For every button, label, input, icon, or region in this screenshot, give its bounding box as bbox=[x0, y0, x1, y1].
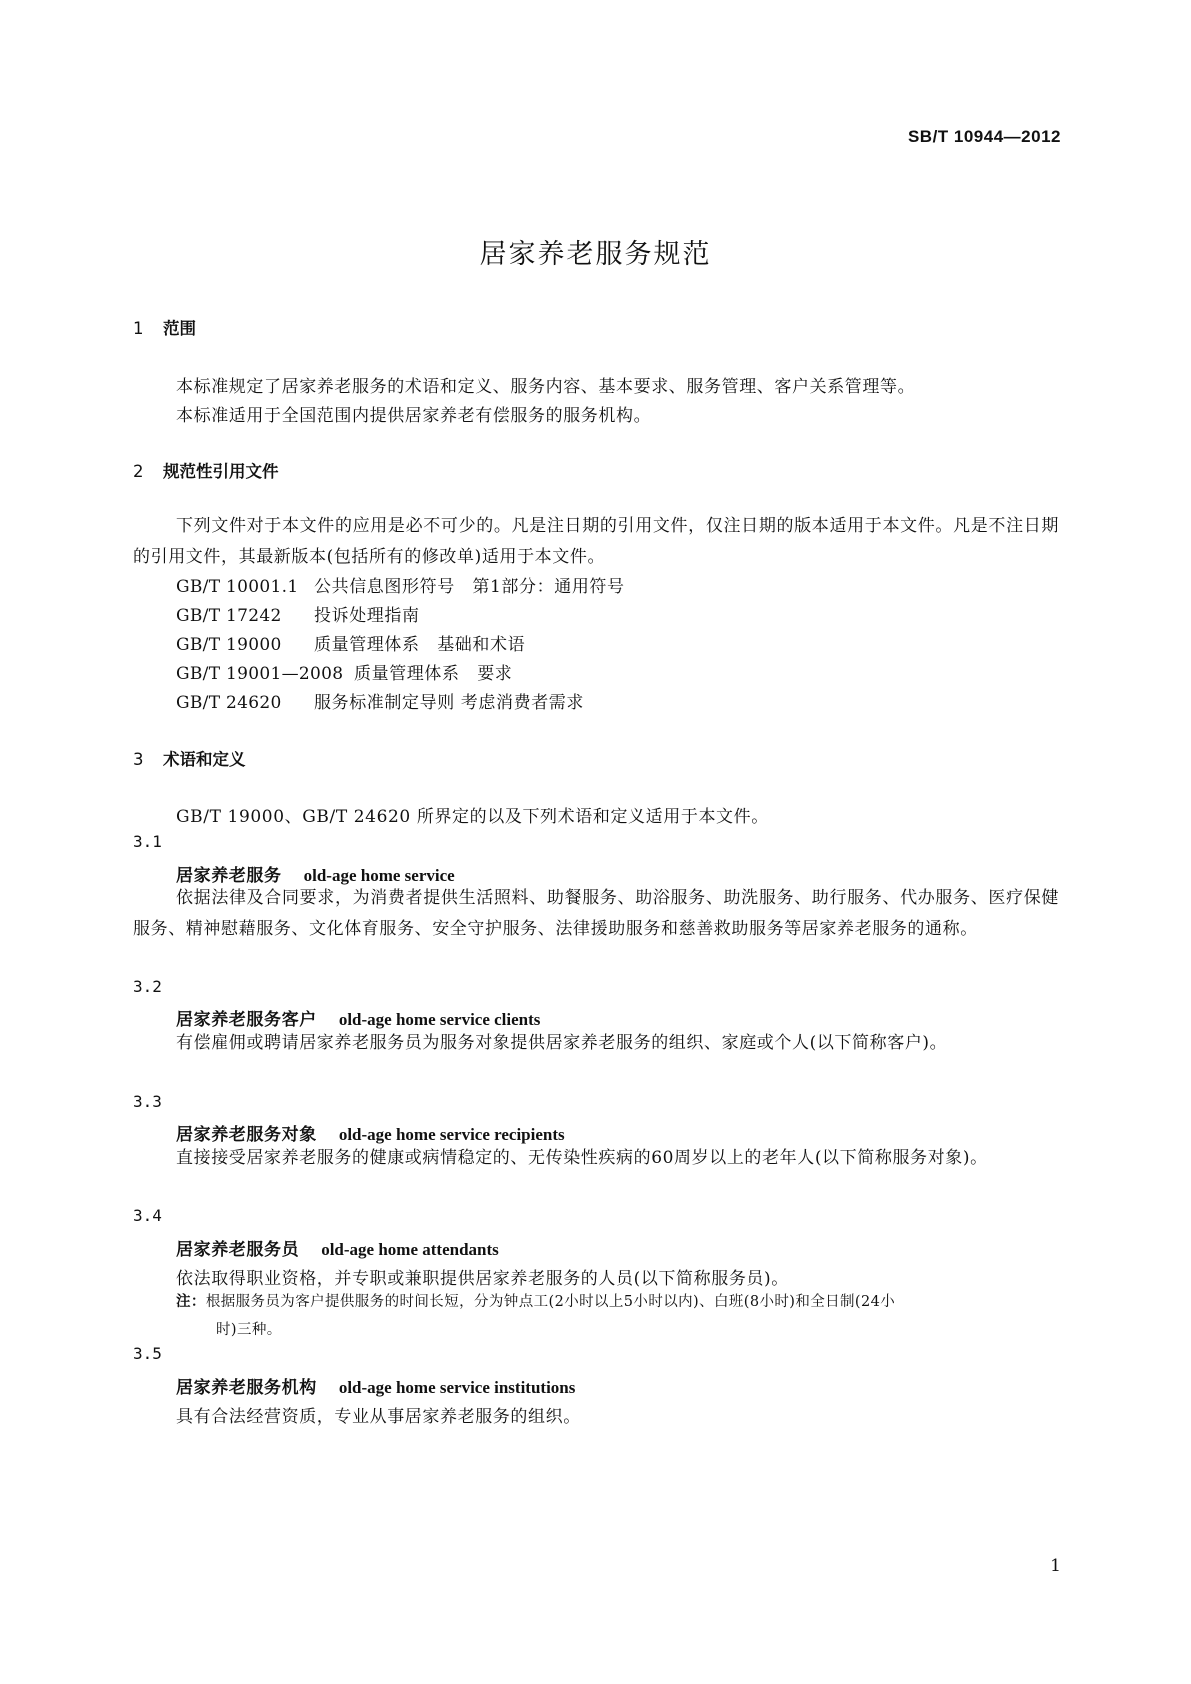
term-number: 3.1 bbox=[133, 832, 162, 851]
term-definition: 有偿雇佣或聘请居家养老服务员为服务对象提供居家养老服务的组织、家庭或个人(以下简称客户)。 bbox=[176, 1033, 948, 1053]
reference-name: 质量管理体系 要求 bbox=[354, 664, 513, 684]
reference-code: GB/T 24620 bbox=[176, 693, 282, 713]
term-chinese: 居家养老服务员 bbox=[176, 1240, 300, 1260]
section-number: 1 bbox=[133, 319, 144, 338]
term-number: 3.3 bbox=[133, 1092, 162, 1111]
note bbox=[176, 1288, 1056, 1344]
term-english: old-age home service bbox=[303, 866, 455, 885]
term-definition: 具有合法经营资质，专业从事居家养老服务的组织。 bbox=[176, 1407, 581, 1427]
term-english: old-age home service institutions bbox=[338, 1378, 576, 1397]
paragraph: 本标准规定了居家养老服务的术语和定义、服务内容、基本要求、服务管理、客户关系管理等。 bbox=[176, 377, 916, 397]
section-number: 2 bbox=[133, 462, 144, 481]
term-number: 3.2 bbox=[133, 977, 162, 996]
section-heading-normative-references bbox=[133, 458, 279, 482]
term-heading bbox=[176, 1005, 540, 1030]
paragraph: GB/T 19000、GB/T 24620 所界定的以及下列术语和定义适用于本文件。 bbox=[176, 807, 769, 827]
term-chinese: 居家养老服务客户 bbox=[176, 1010, 317, 1030]
reference-name: 投诉处理指南 bbox=[314, 606, 420, 626]
term-chinese: 居家养老服务 bbox=[176, 866, 282, 886]
term-heading bbox=[176, 1235, 499, 1260]
note-text: 根据服务员为客户提供服务的时间长短，分为钟点工(2小时以上5小时以内)、白班(8小时)和全日制(24小 bbox=[205, 1294, 896, 1310]
section-title: 规范性引用文件 bbox=[163, 462, 279, 481]
reference-code: GB/T 10001.1 bbox=[176, 577, 299, 597]
reference-name: 公共信息图形符号 第1部分：通用符号 bbox=[314, 577, 625, 597]
section-number: 3 bbox=[133, 750, 144, 769]
reference-item bbox=[176, 601, 420, 626]
section-heading-scope bbox=[133, 315, 196, 339]
section-title: 范围 bbox=[163, 319, 196, 338]
term-definition: 直接接受居家养老服务的健康或病情稳定的、无传染性疾病的60周岁以上的老年人(以下简称服务对象)。 bbox=[176, 1148, 988, 1168]
reference-name: 质量管理体系 基础和术语 bbox=[314, 635, 526, 655]
paragraph: 本标准适用于全国范围内提供居家养老有偿服务的服务机构。 bbox=[176, 406, 652, 426]
reference-code: GB/T 19000 bbox=[176, 635, 282, 655]
term-chinese: 居家养老服务机构 bbox=[176, 1378, 317, 1398]
term-english: old-age home attendants bbox=[321, 1240, 499, 1259]
reference-item bbox=[176, 572, 625, 597]
reference-code: GB/T 17242 bbox=[176, 606, 282, 626]
reference-item bbox=[176, 688, 584, 713]
standard-number: SB/T 10944—2012 bbox=[907, 127, 1061, 146]
document-title: 居家养老服务规范 bbox=[479, 239, 712, 270]
term-definition: 依据法律及合同要求，为消费者提供生活照料、助餐服务、助浴服务、助洗服务、助行服务、代办服务、医疗保健服务、精神慰藉服务、文化体育服务、安全守护服务、法律援助服务和慈善救助服务等居家养老服务的通称。 bbox=[133, 888, 1059, 939]
reference-code: GB/T 19001—2008 bbox=[176, 664, 344, 684]
paragraph: 下列文件对于本文件的应用是必不可少的。凡是注日期的引用文件，仅注日期的版本适用于本文件。凡是不注日期的引用文件，其最新版本(包括所有的修改单)适用于本文件。 bbox=[133, 516, 1059, 567]
term-heading bbox=[176, 1120, 565, 1145]
term-number: 3.5 bbox=[133, 1344, 162, 1363]
reference-item bbox=[176, 630, 525, 655]
term-english: old-age home service clients bbox=[338, 1010, 541, 1029]
reference-item bbox=[176, 659, 512, 684]
term-definition: 依法取得职业资格，并专职或兼职提供居家养老服务的人员(以下简称服务员)。 bbox=[176, 1269, 789, 1289]
reference-name: 服务标准制定导则 考虑消费者需求 bbox=[314, 693, 585, 713]
section-heading-terms-and-definitions bbox=[133, 746, 246, 770]
term-number: 3.4 bbox=[133, 1206, 162, 1225]
term-english: old-age home service recipients bbox=[338, 1125, 565, 1144]
section-title: 术语和定义 bbox=[163, 750, 246, 769]
term-heading bbox=[176, 1373, 575, 1398]
page-number: 1 bbox=[1050, 1556, 1061, 1576]
note-text-continued: 时)三种。 bbox=[216, 1322, 282, 1338]
note-label: 注： bbox=[176, 1294, 206, 1310]
term-chinese: 居家养老服务对象 bbox=[176, 1125, 317, 1145]
